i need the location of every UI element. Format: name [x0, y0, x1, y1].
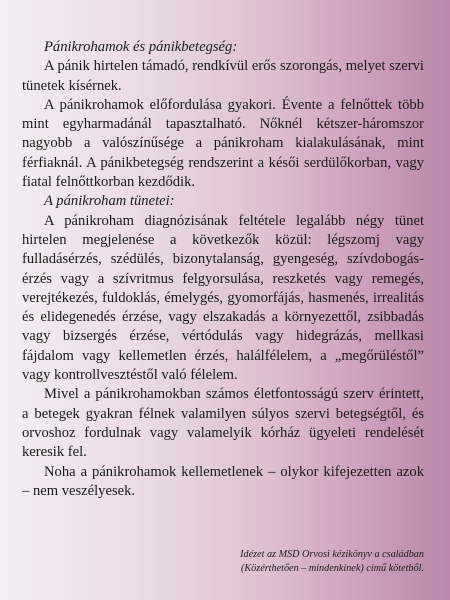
- section-heading-panic: Pánikrohamok és pánikbetegség:: [44, 39, 238, 55]
- source-line-1: Idézet az MSD Orvosi kézikönyv a családban: [240, 549, 424, 560]
- paragraph-conclusion: Noha a pánikrohamok kellemetlenek – olykor kifejezetten azok – nem veszélyesek.: [22, 463, 424, 499]
- source-citation: [124, 548, 424, 576]
- section-heading-symptoms: A pánikroham tünetei:: [44, 193, 175, 210]
- source-line-2: (Közérthetően – mindenkinek) című kötetből.: [240, 563, 424, 574]
- paragraph-organs: Mivel a pánikrohamokban számos életfontosságú szerv érintett, a betegek gyakran félnek valamilyen súlyos szervi betegségtől, és orvoshoz fordulnak vagy valamelyik kórház ügyeleti rendelését keresik fel.: [22, 386, 424, 461]
- paragraph-prevalence: A pánikrohamok előfordulása gyakori. Évente a felnőttek több mint egyharmadánál tapasztalható. Nőknél kétszer-háromszor nagyobb a valószínűsége a pánikroham kialakulásának, mint férfiaknál. A pánikbetegség rendszerint a késői serdülőkorban, vagy fiatal felnőttkorban kezdődik.: [22, 96, 424, 191]
- article-body: [22, 38, 424, 501]
- paragraph-symptoms: A pánikroham diagnózisának feltétele legalább négy tünet hirtelen megjelenése a következők közül: légszomj vagy fulladásérzés, szédülés, bizonytalanság, gyengeség, szívdobogás-érzés vagy a szívritmus felgyorsulása, reszketés vagy remegés, verejtékezés, fuldoklás, émelygés, gyomorfájás, hasmenés, irrealitás és elidegenedés érzése, vagy elszakadás a környezettől, zsibbadás vagy bizsergés érzése, vértódulás vagy hidegrázás, mellkasi fájdalom vagy kellemetlen érzés, halálfélelem, a „megőrüléstől” vagy kontrollvesztéstől való félelem.: [22, 212, 424, 384]
- paragraph-definition: A pánik hirtelen támadó, rendkívül erős szorongás, melyet szervi tünetek kísérnek.: [22, 58, 424, 94]
